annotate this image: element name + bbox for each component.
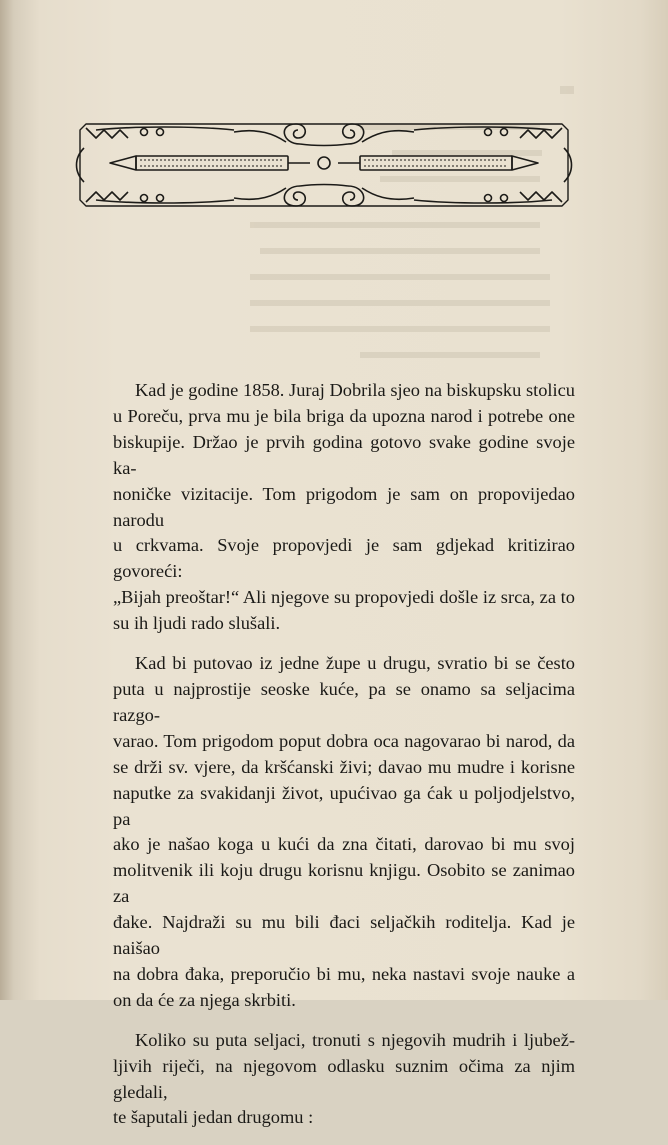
text-line: na dobra đaka, preporučio bi mu, neka nastavi svoje nauke a bbox=[113, 963, 575, 984]
text-line: su ih ljudi rado slušali. bbox=[113, 613, 281, 634]
text-line: Kad bi putovao iz jedne župe u drugu, svratio bi se često bbox=[135, 653, 575, 674]
text-line: biskupije. Držao je prvih godina gotovo svake godine svoje ka- bbox=[113, 431, 575, 478]
text-line: noničke vizitacije. Tom prigodom je sam on propovijedao narodu bbox=[113, 483, 575, 530]
text-line: u Poreču, prva mu je bila briga da upozna narod i potrebe one bbox=[113, 405, 575, 426]
paragraph-1 bbox=[113, 378, 575, 637]
body-text bbox=[113, 378, 575, 1145]
paragraph-3 bbox=[113, 1028, 575, 1132]
text-line: ako je našao koga u kući da zna čitati, darovao bi mu svoj bbox=[113, 834, 575, 855]
ornament-vignette bbox=[74, 118, 574, 212]
text-line: Kad je godine 1858. Juraj Dobrila sjeo na biskupsku stolicu bbox=[135, 380, 575, 400]
text-line: đake. Najdraži su mu bili đaci seljačkih roditelja. Kad je naišao bbox=[113, 912, 575, 959]
text-line: on da će za njega skrbiti. bbox=[113, 989, 296, 1010]
text-line: „Bijah preoštar!“ Ali njegove su propovjedi došle iz srca, za to bbox=[113, 587, 575, 608]
text-line: se drži sv. vjere, da kršćanski živi; davao mu mudre i korisne bbox=[113, 756, 575, 777]
text-line: ljivih riječi, na njegovom odlasku suznim očima za njim gledali, bbox=[113, 1055, 575, 1102]
text-line: u crkvama. Svoje propovjedi je sam gdjekad kritizirao govoreći: bbox=[113, 535, 575, 582]
text-line: Koliko su puta seljaci, tronuti s njegovih mudrih i ljubež- bbox=[135, 1029, 575, 1050]
text-line: puta u najprostije seoske kuće, pa se onamo sa seljacima razgo- bbox=[113, 678, 575, 725]
paragraph-2 bbox=[113, 651, 575, 1014]
text-line: varao. Tom prigodom poput dobra oca nagovarao bi narod, da bbox=[113, 730, 575, 751]
text-line: te šaputali jedan drugomu : bbox=[113, 1107, 314, 1128]
text-line: molitvenik ili koju drugu korisnu knjigu. Osobito se zanimao za bbox=[113, 860, 575, 907]
text-line: naputke za svakidanji život, upućivao ga ćak u poljodjelstvo, pa bbox=[113, 782, 575, 829]
